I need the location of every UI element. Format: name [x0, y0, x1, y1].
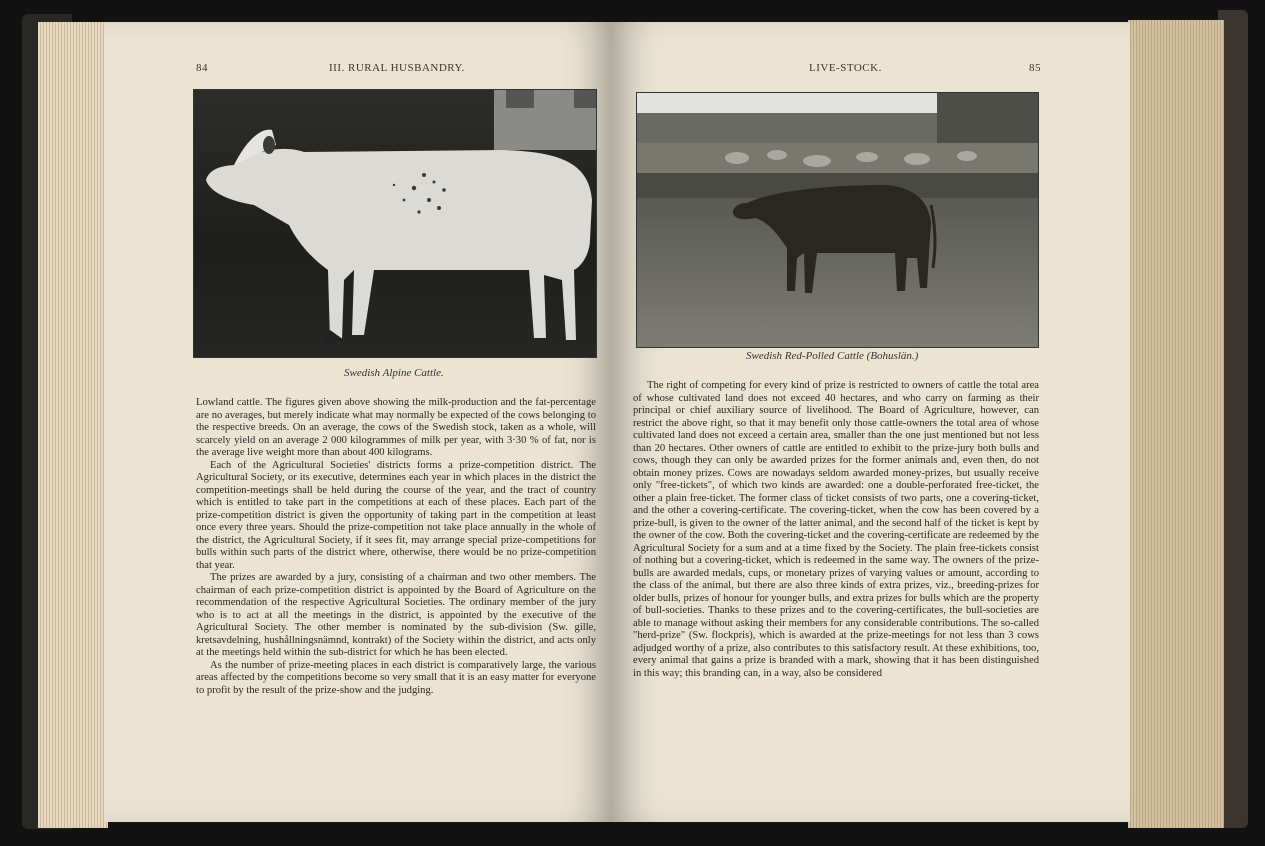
page-edges-left: [38, 22, 108, 828]
right-running-head: LIVE-STOCK.: [809, 62, 882, 74]
swedish-red-polled-cattle-photo: [636, 92, 1039, 348]
cow-illustration-right: [637, 93, 1038, 347]
right-page-number: 85: [1029, 62, 1041, 74]
cow-illustration-left: [194, 90, 596, 357]
right-figure-caption: Swedish Red-Polled Cattle (Bohuslän.): [746, 350, 919, 362]
left-paragraph-1: Lowland cattle. The figures given above showing the milk-production and the fat-percentage are no averages, but merely indicate what may normally be expected of the cows belonging to the respective breeds. On an average, the cows of the Swedish stock, taken as a whole, will scarcely yield on an average 2 000 kilogrammes of milk per year, with 3·30 % of fat, nor is the average live weight more than about 400 kilograms.: [196, 397, 596, 458]
left-figure-caption: Swedish Alpine Cattle.: [344, 367, 444, 379]
swedish-alpine-cattle-photo: [193, 89, 597, 358]
right-body-text: [633, 380, 1039, 680]
left-body-text: [196, 397, 596, 697]
left-paragraph-3: The prizes are awarded by a jury, consisting of a chairman and two other members. The chairman of each prize-competition district is appointed by the Board of Agriculture on the recommendation of the respective Agricultural Societies. The ordinary member of the jury who is to act at all the meetings in the district, is appointed by the executive of the Agricultural Society. The other member is nominated by the sub-division (Sw. gille, kretsavdelning, hushållningsnämnd, kontrakt) of the Society within the district, and acts only at the meetings held within the sub-district for which he has been elected.: [196, 572, 596, 658]
left-paragraph-2: Each of the Agricultural Societies' districts forms a prize-competition district. The Agricultural Society, or its executive, determines each year in which places in the district the competition-meetings shall be held during the course of the year, and the tract of country which is entitled to take part in the competitions at each of these places. Each part of the prize-competition district is given the opportunity of taking part in the competition at least once every three years. Should the prize-competition not take place annually in the whole of the district, the Agricultural Society, if it sees fit, may arrange special prize-competitions for bulls within such parts of the district where, otherwise, there would be no prize-competition that year.: [196, 459, 596, 571]
left-page-number: 84: [196, 62, 208, 74]
right-page: [611, 22, 1130, 822]
left-page: [104, 22, 611, 822]
left-paragraph-4: As the number of prize-meeting places in each district is comparatively large, the various areas affected by the competitions become so very small that it is an easy matter for everyone to profit by the result of the prize-show and the judging.: [196, 659, 596, 696]
right-paragraph-1: The right of competing for every kind of prize is restricted to owners of cattle the total area of whose cultivated land does not exceed 40 hectares, and who carry on farming as their principal or chief auxiliary source of livelihood. The Board of Agriculture, however, can restrict the above right, so that it may benefit only those cattle-owners the total area of whose cultivated land does not exceed a certain area, smaller than the one just mentioned but not less than 20 hectares. Other owners of cattle are entitled to exhibit to the prize-jury both bulls and cows, though they can only be awarded prizes for the former animals and, even then, do not obtain money prizes. Cows are nowadays seldom awarded money-prizes, but usually receive only "free-tickets", of which two kinds are awarded: one a double-perforated free-ticket, the other a plain free-ticket. The former class of ticket consists of two parts, one a covering-ticket, and the other a covering-certificate. The covering-ticket, when the cow has been covered by a prize-bull, is given to the owner of the latter animal, and the second half of the ticket is kept by the owner of the cow. Both the covering-ticket and the covering-certificate are redeemed by the Agricultural Society for a sum and at a time fixed by the Society. The plain free-tickets consist of nothing but a covering-ticket, which is redeemed in the same way. The owners of the prize-bulls are awarded medals, cups, or monetary prizes of varying values or amount, according to the class of the animal, but there are also three kinds of extra prizes, viz., breeding-prizes for older bulls, prizes of honour for younger bulls, and extra prizes for bulls which are the property of bull-societies. Thanks to these prizes and to the covering-certificates, the bull-societies are able to manage without asking their members for any considerable contributions. The so-called "herd-prize" (Sw. flockpris), which is awarded at the prize-meetings for not less than 3 cows adjudged worthy of a prize, also contributes to this satisfactory result. At these exhibitions, too, every animal that gains a prize is branded with a mark, showing that it has been distinguished in this way; this branding can, in a way, also be considered: [633, 380, 1039, 679]
left-running-head: III. RURAL HUSBANDRY.: [329, 62, 465, 74]
page-edges-right: [1128, 20, 1224, 828]
